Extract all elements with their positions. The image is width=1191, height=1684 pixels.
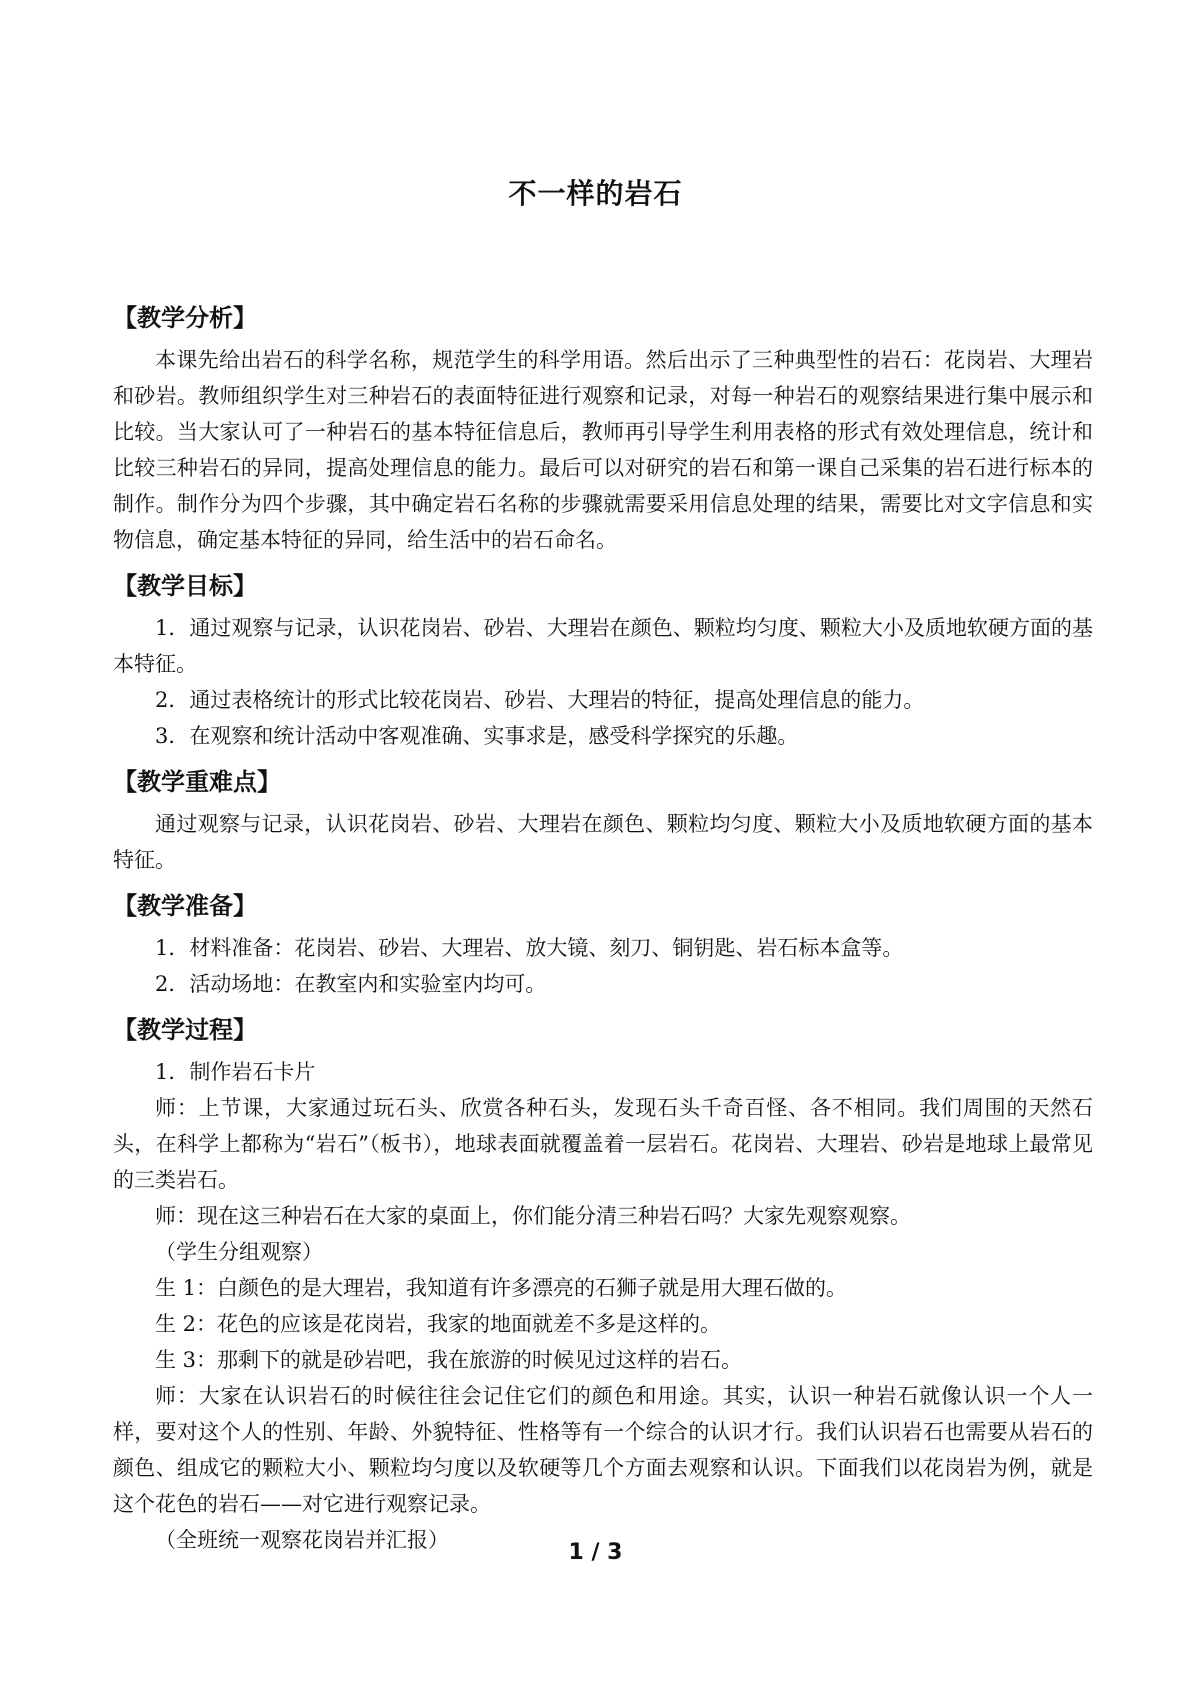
- section-heading-keypoints: 【教学重难点】: [113, 767, 281, 796]
- section-keypoints: [113, 764, 1093, 878]
- document-body: [113, 300, 1093, 1568]
- analysis-paragraph: 本课先给出岩石的科学名称，规范学生的科学用语。然后出示了三种典型性的岩石：花岗岩、大理岩和砂岩。教师组织学生对三种岩石的表面特征进行观察和记录，对每一种岩石的观察结果进行集中展示和比较。当大家认可了一种岩石的基本特征信息后，教师再引导学生利用表格的形式有效处理信息，统计和比较三种岩石的异同，提高处理信息的能力。最后可以对研究的岩石和第一课自己采集的岩石进行标本的制作。制作分为四个步骤，其中确定岩石名称的步骤就需要采用信息处理的结果，需要比对文字信息和实物信息，确定基本特征的异同，给生活中的岩石命名。: [113, 348, 1093, 552]
- section-analysis: [113, 300, 1093, 558]
- preparation-item: 1．材料准备：花岗岩、砂岩、大理岩、放大镜、刻刀、铜钥匙、岩石标本盒等。: [155, 936, 904, 960]
- document-title: 不一样的岩石: [508, 177, 683, 210]
- goal-item: 1．通过观察与记录，认识花岗岩、砂岩、大理岩在颜色、颗粒均匀度、颗粒大小及质地软硬方面的基本特征。: [113, 616, 1093, 676]
- process-line: 师：现在这三种岩石在大家的桌面上，你们能分清三种岩石吗？大家先观察观察。: [155, 1204, 911, 1228]
- process-line: 生 2：花色的应该是花岗岩，我家的地面就差不多是这样的。: [155, 1312, 722, 1336]
- process-line: 师：上节课，大家通过玩石头、欣赏各种石头，发现石头千奇百怪、各不相同。我们周围的天然石头，在科学上都称为“岩石”（板书），地球表面就覆盖着一层岩石。花岗岩、大理岩、砂岩是地球上最常见的三类岩石。: [113, 1096, 1093, 1192]
- process-line: （学生分组观察）: [155, 1240, 323, 1264]
- process-line: 生 3：那剩下的就是砂岩吧，我在旅游的时候见过这样的岩石。: [155, 1348, 743, 1372]
- section-heading-goals: 【教学目标】: [113, 571, 257, 600]
- process-line: （全班统一观察花岗岩并汇报）: [155, 1528, 449, 1552]
- preparation-item: 2．活动场地：在教室内和实验室内均可。: [155, 972, 547, 996]
- process-line: 1．制作岩石卡片: [155, 1060, 316, 1084]
- process-line: 生 1：白颜色的是大理岩，我知道有许多漂亮的石狮子就是用大理石做的。: [155, 1276, 848, 1300]
- section-process: [113, 1012, 1093, 1558]
- section-heading-process: 【教学过程】: [113, 1015, 257, 1044]
- section-goals: [113, 568, 1093, 754]
- goal-item: 2．通过表格统计的形式比较花岗岩、砂岩、大理岩的特征，提高处理信息的能力。: [155, 688, 925, 712]
- section-heading-analysis: 【教学分析】: [113, 303, 257, 332]
- process-line: 师：大家在认识岩石的时候往往会记住它们的颜色和用途。其实，认识一种岩石就像认识一个人一样，要对这个人的性别、年龄、外貌特征、性格等有一个综合的认识才行。我们认识岩石也需要从岩石的颜色、组成它的颗粒大小、颗粒均匀度以及软硬等几个方面去观察和认识。下面我们以花岗岩为例，就是这个花色的岩石——对它进行观察记录。: [113, 1384, 1093, 1516]
- section-preparation: [113, 888, 1093, 1002]
- goal-item: 3．在观察和统计活动中客观准确、实事求是，感受科学探究的乐趣。: [155, 724, 799, 748]
- page-number: 1 / 3: [568, 1540, 623, 1565]
- keypoints-paragraph: 通过观察与记录，认识花岗岩、砂岩、大理岩在颜色、颗粒均匀度、颗粒大小及质地软硬方面的基本特征。: [113, 812, 1093, 872]
- section-heading-preparation: 【教学准备】: [113, 891, 257, 920]
